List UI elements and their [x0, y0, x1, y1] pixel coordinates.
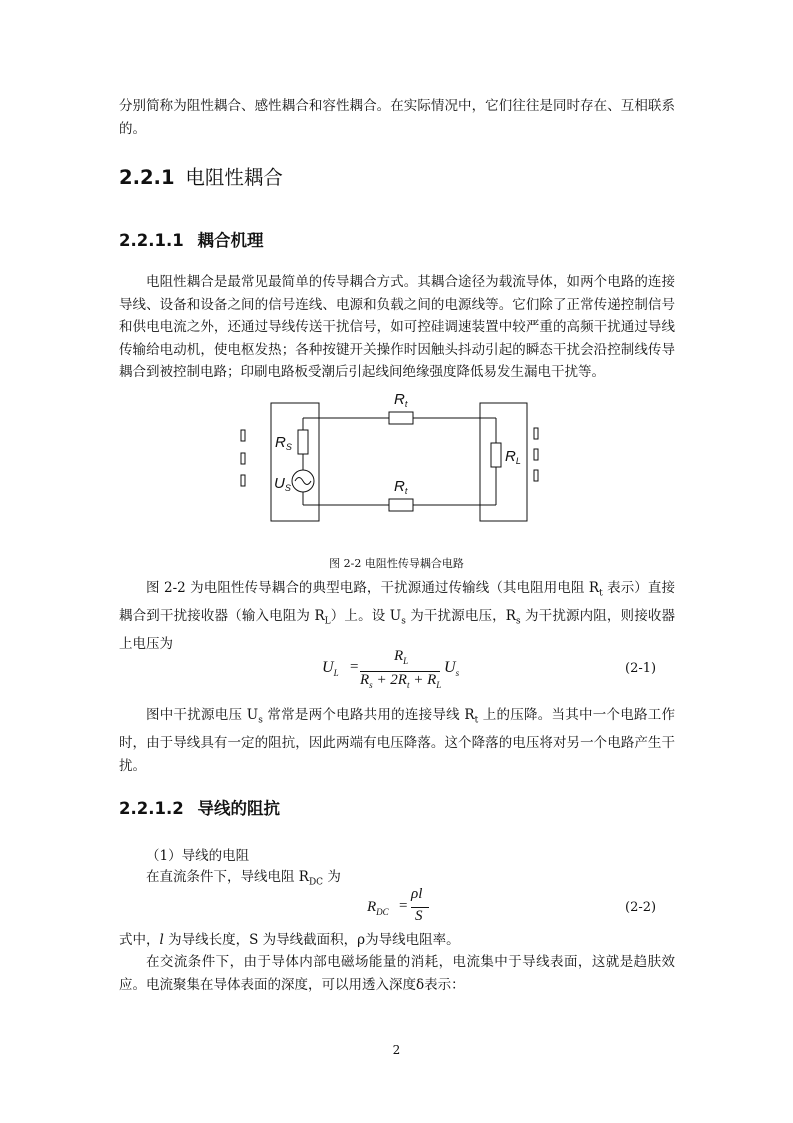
source-voltage-paragraph: 图中干扰源电压 $U_s$ 常常是两个电路共用的连接导线 $R_t$ 上的压降。当其中一个电路工作时，由于导线具有一定的阻抗，因此两端有电压降落。这个降落的电压将对另一个电路产生干扰。 — [119, 707, 676, 774]
intro-paragraph: 分别简称为阻性耦合、感性耦合和容性耦合。在实际情况中，它们往往是同时存在、互相联系的。 — [119, 98, 675, 137]
resistor-rt-bottom — [389, 499, 413, 511]
margin-mark — [241, 475, 245, 486]
mechanism-paragraph: 电阻性耦合是最常见最简单的传导耦合方式。其耦合途径为载流导体，如两个电路的连接导线、设备和设备之间的信号连线、电源和负载之间的电源线等。它们除了正常传递控制信号和供电电流之外，还通过导线传送干扰信号，如可控硅调速装置中较严重的高频干扰通过导线传输给电动机，使电枢发热；各种按键开关操作时因触头抖动引起的瞬态干扰会沿控制线传导耦合到被控制电路；印刷电路板受潮后引起线间绝缘强度降低易发生漏电干扰等。 — [119, 274, 675, 380]
margin-mark — [241, 453, 245, 464]
label-rl: $R_L$ — [505, 448, 521, 466]
resistor-rt-top — [389, 412, 413, 424]
figure-caption: 图 2-2 电阻性传导耦合电路 — [329, 557, 464, 570]
margin-mark — [534, 449, 538, 460]
source-box — [271, 403, 319, 521]
section-number: 2.2.1.1 — [119, 231, 184, 250]
label-rt-bottom: $R_t$ — [394, 478, 408, 496]
equation-2-1: $U_L$ = $R_L$ $R_s + 2R_t + R_L$ $U_s$ — [322, 648, 460, 690]
label-us: $U_S$ — [274, 475, 291, 493]
margin-mark — [534, 428, 538, 439]
section-heading-2-2-1-2 — [119, 795, 280, 819]
margin-mark — [534, 470, 538, 481]
equation-2-2: $R_{DC}$ = ρl S — [367, 888, 447, 928]
section-title: 电阻性耦合 — [185, 166, 283, 189]
margin-mark — [241, 430, 245, 441]
dc-resistance-line: 在直流条件下，导线电阻 $R_{DC}$ 为 — [146, 869, 341, 888]
label-rs: $R_S$ — [275, 434, 292, 452]
variable-definitions-line: 式中，l 为导线长度，S 为导线截面积，ρ为导线电阻率。 — [119, 932, 460, 948]
section-number: 2.2.1 — [119, 166, 175, 189]
equation-number-2-2: (2-2) — [625, 900, 657, 915]
section-number: 2.2.1.2 — [119, 799, 184, 818]
section-title: 导线的阻抗 — [197, 799, 280, 818]
section-title: 耦合机理 — [197, 231, 264, 250]
wire-resistance-heading: （1）导线的电阻 — [146, 848, 250, 864]
resistor-rs — [298, 430, 308, 454]
label-rt-top: $R_t$ — [394, 391, 408, 409]
resistor-rl — [491, 443, 501, 467]
equation-number-2-1: (2-1) — [625, 661, 657, 676]
figure-explanation-paragraph: 图 2-2 为电阻性传导耦合的典型电路，干扰源通过传输线（其电阻用电阻 $R_t$ 表示）直接耦合到干扰接收器（输入电阻为 $R_L$）上。设 $U_s$ 为干扰源电压，$R_s$ 为干扰源内阻，则接收器上电压为 — [119, 580, 675, 653]
page-number: 2 — [392, 1043, 401, 1057]
ac-skin-effect-paragraph: 在交流条件下，由于导体内部电磁场能量的消耗，电流集中于导线表面，这就是趋肤效应。电流聚集在导体表面的深度，可以用透入深度δ表示： — [119, 954, 675, 993]
